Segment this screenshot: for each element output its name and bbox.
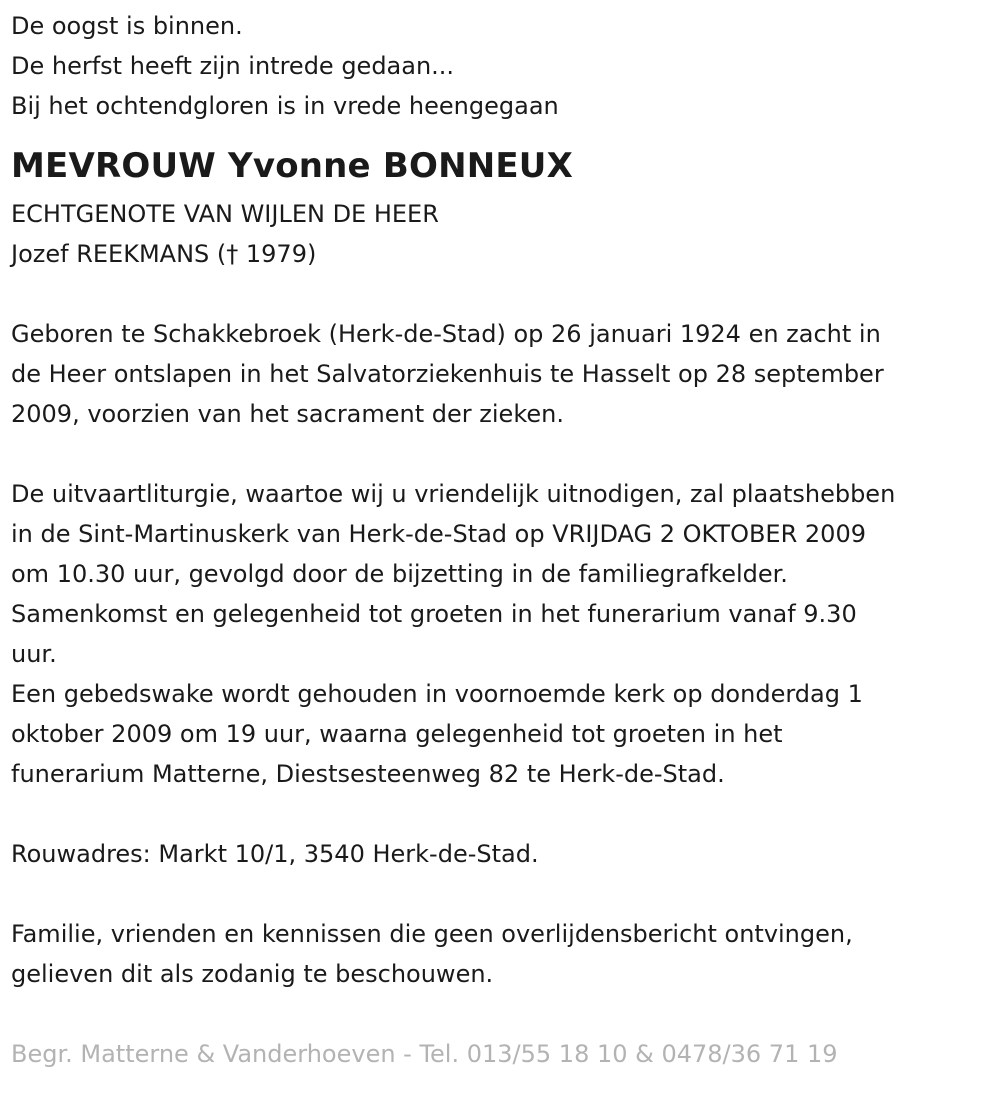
notice-block xyxy=(11,914,988,994)
birth-death-line-1: Geboren te Schakkebroek (Herk-de-Stad) op 26 januari 1924 en zacht in xyxy=(11,320,881,348)
deceased-name: MEVROUW Yvonne BONNEUX xyxy=(11,146,574,186)
footer-block xyxy=(11,1034,988,1074)
birth-death-block xyxy=(11,314,988,434)
spacer xyxy=(11,434,988,474)
funeral-line-3: om 10.30 uur, gevolgd door de bijzetting in de familiegrafkelder. xyxy=(11,560,788,588)
spouse-name: Jozef REEKMANS ( xyxy=(11,240,227,268)
funeral-line-7: oktober 2009 om 19 uur, waarna gelegenheid tot groeten in het xyxy=(11,720,783,748)
verse-line-3: Bij het ochtendgloren is in vrede heengegaan xyxy=(11,92,559,120)
address-block xyxy=(11,834,988,874)
funeral-block xyxy=(11,474,988,794)
spacer xyxy=(11,274,988,314)
birth-death-line-3: 2009, voorzien van het sacrament der zieken. xyxy=(11,400,564,428)
birth-death-line-2: de Heer ontslapen in het Salvatorziekenhuis te Hasselt op 28 september xyxy=(11,360,884,388)
notice-line-2: gelieven dit als zodanig te beschouwen. xyxy=(11,960,494,988)
verse-line-1: De oogst is binnen. xyxy=(11,12,243,40)
notice-line-1: Familie, vrienden en kennissen die geen overlijdensbericht ontvingen, xyxy=(11,920,853,948)
verse-block xyxy=(11,6,988,126)
verse-line-2: De herfst heeft zijn intrede gedaan... xyxy=(11,52,455,80)
spacer xyxy=(11,874,988,914)
cross-icon: † xyxy=(226,240,239,268)
spacer xyxy=(11,794,988,834)
spacer xyxy=(11,994,988,1034)
funeral-line-4: Samenkomst en gelegenheid tot groeten in het funerarium vanaf 9.30 xyxy=(11,600,857,628)
funeral-line-5: uur. xyxy=(11,640,57,668)
funeral-line-8: funerarium Matterne, Diestsesteenweg 82 te Herk-de-Stad. xyxy=(11,760,725,788)
funeral-line-6: Een gebedswake wordt gehouden in voornoemde kerk op donderdag 1 xyxy=(11,680,863,708)
spouse-title: ECHTGENOTE VAN WIJLEN DE HEER xyxy=(11,200,439,228)
deceased-block xyxy=(11,146,988,274)
spouse-line xyxy=(11,234,988,274)
funeral-line-1: De uitvaartliturgie, waartoe wij u vriendelijk uitnodigen, zal plaatshebben xyxy=(11,480,896,508)
spouse-year: 1979) xyxy=(238,240,317,268)
mourning-address: Rouwadres: Markt 10/1, 3540 Herk-de-Stad. xyxy=(11,840,539,868)
undertaker-footer: Begr. Matterne & Vanderhoeven - Tel. 013/55 18 10 & 0478/36 71 19 xyxy=(11,1040,838,1068)
funeral-line-2: in de Sint-Martinuskerk van Herk-de-Stad op VRIJDAG 2 OKTOBER 2009 xyxy=(11,520,866,548)
